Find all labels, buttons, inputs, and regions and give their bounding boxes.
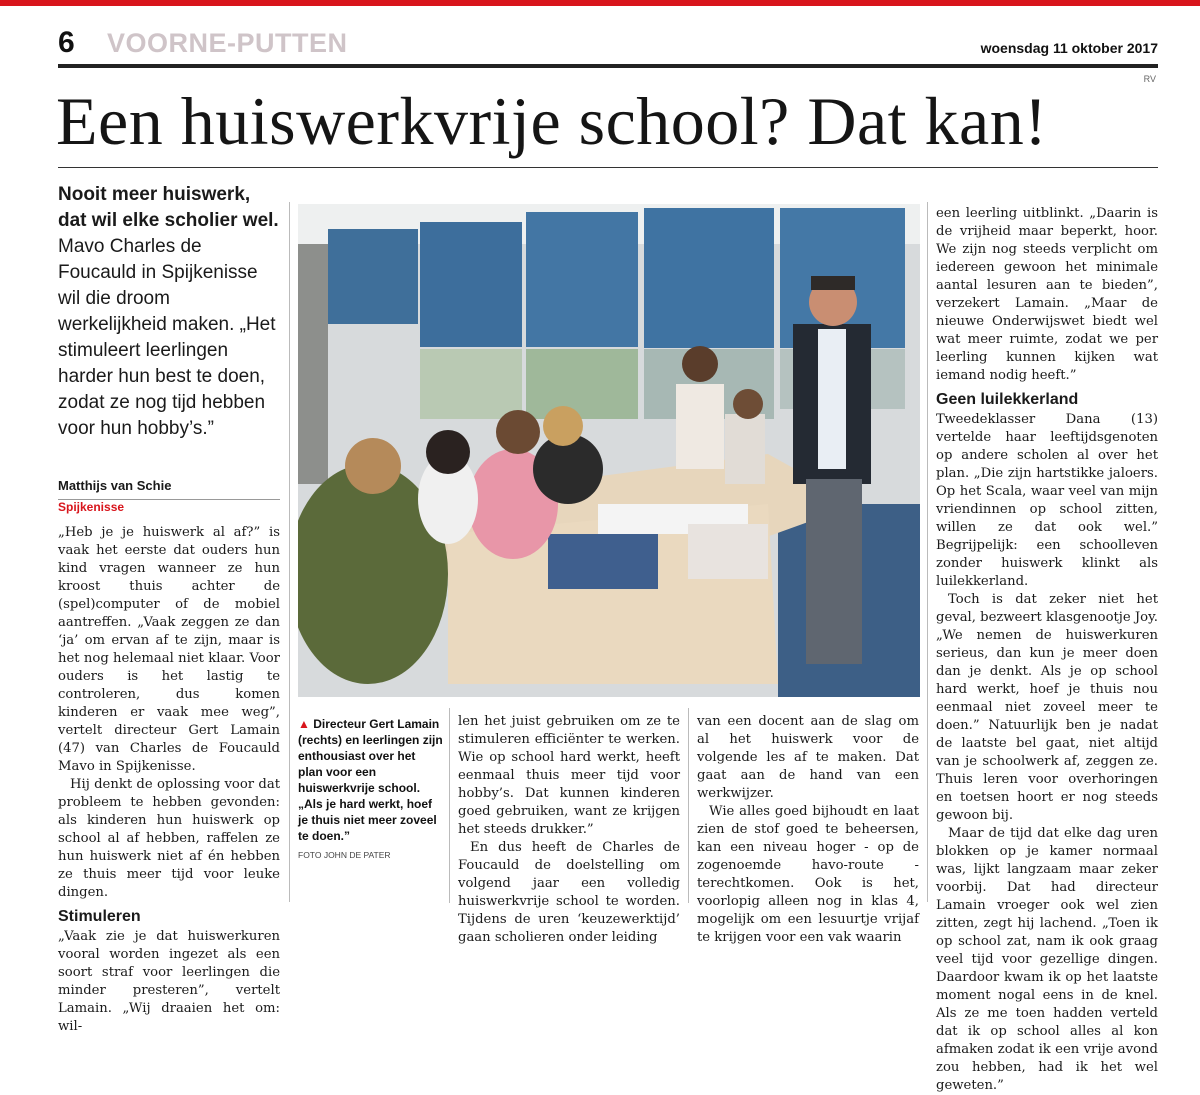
paragraph: een leerling uitblinkt. „Daarin is de vrijheid maar beperkt, hoor. We zijn nog steeds verplicht om iedereen gewoon het minimale aantal lesuren aan te bieden”, verzekert Lamain. „Maar de nieuwe Onderwijswet biedt wel wat meer ruimte, zodat we per leerling kunnen kijken wat iemand nodig heeft.” [936, 206, 1158, 383]
column-divider [927, 202, 928, 902]
caption-triangle-icon: ▲ [298, 717, 310, 731]
paragraph: En dus heeft de Charles de Foucauld de doelstelling om volgend jaar een volledig huiswerkvrije school te worden. Tijdens de uren ‘keuzewerktijd’ gaan scholieren onder leiding [458, 840, 680, 945]
paragraph: Hij denkt de oplossing voor dat probleem te hebben gevonden: als kinderen hun huiswerk op school al af hebben, raffelen ze hun huiswerk niet af én hebben ze thuis meer tijd voor leuke dingen. [58, 777, 280, 900]
page-number: 6 [58, 26, 75, 59]
byline-author: Matthijs van Schie [58, 478, 280, 500]
article-headline: Een huiswerkvrije school? Dat kan! [56, 83, 1048, 159]
top-red-bar [0, 0, 1200, 6]
intro-bold: Nooit meer huiswerk, dat wil elke scholier wel. [58, 184, 279, 231]
article-column-4 [936, 205, 1158, 1095]
photo-credit: FOTO JOHN DE PATER [298, 850, 391, 860]
paragraph: Maar de tijd dat elke dag uren blokken op je kamer normaal was, lijkt langzaam maar zeker voorbij. Dat had directeur Lamain vroeger ook wel zien zitten, zegt hij lachend. „Toen ik op school zat, nam ik ook graag veel tijd voor gezellige dingen. Daardoor kwam ik op het laatste moment nogal eens in de knel. Als ze me toen hadden verteld dat ik op school alles al kon afmaken zodat ik een vrije avond zou hebben, had ik het wel geweten.” [936, 826, 1158, 1093]
article-column-2 [458, 713, 680, 947]
intro-text: Mavo Charles de Foucauld in Spijkenisse wil die droom werkelijkheid maken. „Het stimuleert leerlingen harder hun best te doen, zodat ze nog tijd hebben voor hun hobby’s.” [58, 236, 276, 439]
paragraph: Wie alles goed bijhoudt en laat zien de stof goed te beheersen, kan een niveau hoger - op de zogenoemde havo-route - terechtkomen. Ook is het, voorlopig alleen nog in klas 4, mogelijk om een lesuurtje vrijaf te krijgen voor een vak waarin [697, 804, 919, 945]
article-column-3 [697, 713, 919, 947]
column-divider [449, 708, 450, 903]
paragraph: Toch is dat zeker niet het geval, bezweert klasgenootje Joy. „We nemen de huiswerkuren serieus, dan kun je meer doen dan je denkt. Als je op school hard werkt, hoef je thuis nou eenmaal niet zoveel meer te doen.” Natuurlijk ben je nadat de laatste bel gaat, niet altijd van je schoolwerk af, zeggen ze. Thuis leren voor overhoringen en toetsen hoort er nog steeds gewoon bij. [936, 592, 1159, 823]
subheading-geen-luilekkerland: Geen luilekkerland [936, 391, 1079, 408]
byline-place: Spijkenisse [58, 500, 125, 514]
classroom-photo-illustration [298, 204, 920, 697]
column-divider [688, 708, 689, 903]
article-photo [298, 204, 920, 697]
issue-date: woensdag 11 oktober 2017 [980, 40, 1158, 56]
paragraph: „Heb je je huiswerk al af?” is vaak het eerste dat ouders hun kind vragen wanneer ze hun kroost thuis achter de (spel)computer of de mobiel aantreffen. „Vaak zeggen ze dan ‘ja’ om ervan af te zijn, maar is het nog helemaal niet klaar. Voor ouders is het lastig te controleren, dus komen kinderen er vaak mee weg”, vertelt directeur Gert Lamain (47) van Charles de Foucauld Mavo in Spijkenisse. [58, 525, 280, 774]
paragraph: „Vaak zie je dat huiswerkuren vooral worden ingezet als een soort straf voor leerlingen die minder presteren”, vertelt Lamain. „Wij draaien het om: wil- [58, 929, 280, 1034]
caption-text: Directeur Gert Lamain (rechts) en leerlingen zijn enthousiast over het plan voor een huiswerkvrije school. „Als je hard werkt, hoef je thuis niet meer zoveel te doen.” [298, 717, 443, 843]
article-intro [58, 182, 280, 442]
edition-code: RV [1143, 74, 1156, 84]
headline-rule [58, 167, 1158, 168]
subheading-stimuleren: Stimuleren [58, 908, 141, 925]
paragraph: len het juist gebruiken om ze te stimuleren efficiënter te werken. Wie op school hard werkt, heeft eenmaal thuis meer tijd voor hobby’s. Dat kunnen kinderen goed gebruiken, want ze krijgen het steeds drukker.” [458, 714, 680, 837]
paragraph: van een docent aan de slag om al het huiswerk voor de volgende les af te maken. Dat gaat aan de hand van een werkwijzer. [697, 714, 919, 801]
photo-caption [298, 716, 443, 844]
column-divider [289, 202, 290, 902]
header-rule [58, 64, 1158, 68]
section-title: VOORNE-PUTTEN [107, 28, 348, 58]
paragraph: Tweedeklasser Dana (13) vertelde haar leeftijdsgenoten op andere scholen al over het plan. „Die zijn hartstikke jaloers. Op het Scala, waar veel van mijn vriendinnen op school zitten, willen ze dat ook wel.” Begrijpelijk: een schoolleven zonder huiswerk klinkt als luilekkerland. [936, 412, 1158, 589]
article-column-1 [58, 524, 280, 1036]
